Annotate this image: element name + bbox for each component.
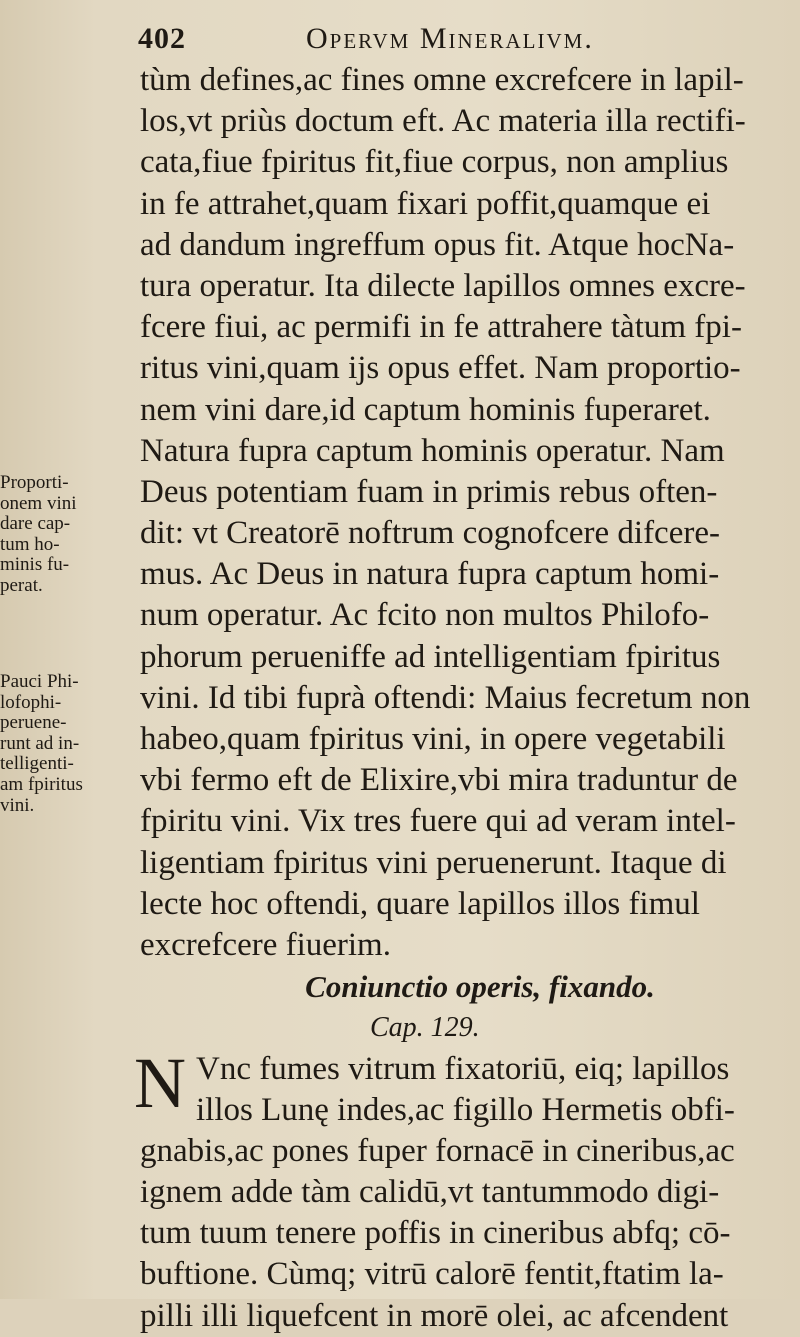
text-line: excrefcere fiuerim. — [140, 926, 391, 963]
margin-note-line: telligenti- — [0, 753, 74, 775]
text-line: illos Lunę indes,ac figillo Hermetis obfi- — [196, 1091, 735, 1128]
text-line: los,vt priùs doctum eft. Ac materia illa rectifi- — [140, 103, 746, 140]
text-line: lecte hoc oftendi, quare lapillos illos fimul — [140, 885, 700, 922]
text-line: tum tuum tenere poffis in cineribus abfq; cō- — [140, 1215, 731, 1252]
text-line: ignem adde tàm calidū,vt tantummodo digi- — [140, 1174, 720, 1211]
main-text-block — [134, 60, 780, 1337]
margin-note-line: Proporti- — [0, 472, 69, 493]
margin-note-line: am fpiritus — [0, 773, 83, 795]
text-line: vbi fermo eft de Elixire,vbi mira traduntur de — [140, 762, 738, 799]
text-line: num operatur. Ac fcito non multos Philofo- — [140, 597, 710, 634]
margin-note-line: minis fu- — [0, 554, 70, 576]
text-line: habeo,quam fpiritus vini, in opere vegetabili — [140, 721, 726, 757]
margin-note-line: dare cap- — [0, 513, 71, 535]
text-line: ad dandum ingreffum opus fit. Atque hocNa- — [140, 226, 735, 263]
margin-note-line: perat. — [0, 574, 43, 596]
margin-note-line: vini. — [0, 794, 35, 816]
drop-cap: N — [134, 1042, 186, 1123]
text-line: Natura fupra captum hominis operatur. Nam — [140, 432, 725, 469]
text-line: buftione. Cùmq; vitrū calorē fentit,ftatim la- — [140, 1256, 724, 1293]
text-line: pilli illi liquefcent in morē olei, ac afcendent — [140, 1297, 729, 1334]
text-line: fpiritu vini. Vix tres fuere qui ad veram intel- — [140, 803, 736, 840]
chapter-second-line — [140, 1090, 780, 1131]
margin-note-line: tum ho- — [0, 533, 60, 555]
running-title: Opervm Mineralivm. — [306, 22, 594, 55]
page-header — [138, 18, 658, 62]
section-heading: Coniunctio operis, fixando. — [305, 969, 655, 1005]
margin-note-line: Pauci Phi- — [0, 671, 79, 692]
text-line: vini. Id tibi fuprà oftendi: Maius fecretum non — [140, 679, 751, 716]
margin-note-line: lofophi- — [0, 691, 62, 713]
text-line: dit: vt Creatorē noftrum cognofcere difcere- — [140, 515, 720, 552]
margin-note-line: runt ad in- — [0, 732, 80, 754]
text-line: Deus potentiam fuam in primis rebus often- — [140, 473, 718, 510]
text-line: nem vini dare,id captum hominis fuperaret. — [140, 391, 711, 428]
margin-note-proportion — [0, 473, 135, 597]
text-line: cata,fiue fpiritus fit,fiue corpus, non amplius — [140, 144, 729, 181]
margin-note-line: onem vini — [0, 492, 77, 514]
text-line: tura operatur. Ita dilecte lapillos omnes excre- — [140, 267, 746, 304]
chapter-label: Cap. 129. — [370, 1012, 480, 1044]
text-line: gnabis,ac pones fuper fornacē in cineribus,ac — [140, 1132, 735, 1169]
text-line: ligentiam fpiritus vini peruenerunt. Itaque di — [140, 844, 727, 881]
margin-note-philosophers — [0, 672, 135, 816]
text-line: Vnc fumes vitrum fixatoriū, eiq; lapillos — [196, 1050, 730, 1087]
text-line: mus. Ac Deus in natura fupra captum homi- — [140, 556, 720, 593]
text-line: ritus vini,quam ijs opus effet. Nam proportio- — [140, 350, 741, 387]
text-line: phorum perueniffe ad intelligentiam fpiritus — [140, 638, 721, 675]
text-line: fcere fiui, ac permifi in fe attrahere tàtum fpi- — [140, 309, 742, 346]
margin-note-line: peruene- — [0, 712, 67, 734]
text-line: tùm defines,ac fines omne excrefcere in lapil- — [140, 62, 744, 98]
text-line: in fe attrahet,quam fixari poffit,quamque ei — [140, 185, 711, 222]
page-number: 402 — [138, 22, 186, 55]
